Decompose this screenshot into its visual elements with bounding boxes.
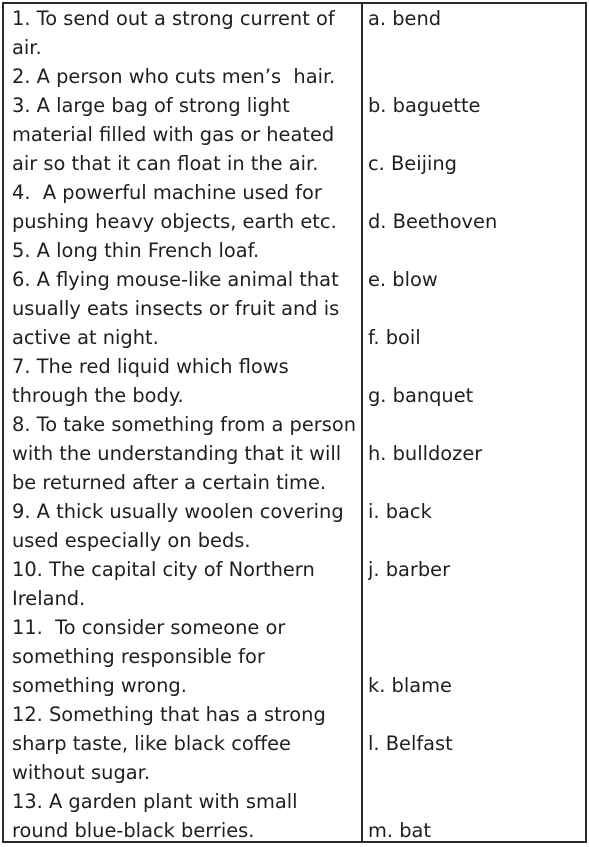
- definition-line: sharp taste, like black coffee: [12, 732, 291, 755]
- answer-option: d. Beethoven: [368, 210, 498, 233]
- answer-option: f. boil: [368, 326, 421, 349]
- definition-line: 11. To consider someone or: [12, 616, 286, 639]
- definition-line: 13. A garden plant with small: [12, 790, 298, 813]
- definition-line: something responsible for: [12, 645, 265, 668]
- definition-line: 2. A person who cuts men’s hair.: [12, 65, 336, 88]
- definition-line: through the body.: [12, 384, 184, 407]
- answer-option: [368, 352, 583, 381]
- answer-option: h. bulldozer: [368, 442, 483, 465]
- definition-line: 8. To take something from a person: [12, 413, 356, 436]
- answer-option: [368, 120, 583, 149]
- answers-column: [368, 4, 583, 845]
- definition-line: used especially on beds.: [12, 529, 251, 552]
- definition-line: 3. A large bag of strong light: [12, 94, 290, 117]
- definition-line: 12. Something that has a strong: [12, 703, 326, 726]
- matching-exercise-table: [2, 2, 587, 843]
- definition-line: 4. A powerful machine used for: [12, 181, 322, 204]
- definition-line: be returned after a certain time.: [12, 471, 327, 494]
- definition-line: usually eats insects or fruit and is: [12, 297, 340, 320]
- answer-option: j. barber: [368, 558, 451, 581]
- answer-option: [368, 62, 583, 91]
- answer-option: c. Beijing: [368, 152, 457, 175]
- answer-option: [368, 787, 583, 816]
- definition-line: something wrong.: [12, 674, 187, 697]
- answer-option: [368, 758, 583, 787]
- definition-line: 6. A flying mouse-like animal that: [12, 268, 339, 291]
- definition-line: 9. A thick usually woolen covering: [12, 500, 344, 523]
- definition-line: 7. The red liquid which flows: [12, 355, 289, 378]
- definition-line: with the understanding that it will: [12, 442, 342, 465]
- answer-option: [368, 178, 583, 207]
- definition-line: pushing heavy objects, earth etc.: [12, 210, 337, 233]
- answer-option: e. blow: [368, 268, 438, 291]
- column-divider: [361, 4, 363, 841]
- definition-line: 5. A long thin French loaf.: [12, 239, 260, 262]
- answer-option: [368, 236, 583, 265]
- definition-line: air so that it can float in the air.: [12, 152, 319, 175]
- answer-option: l. Belfast: [368, 732, 453, 755]
- definition-line: air.: [12, 36, 42, 59]
- answer-option: [368, 526, 583, 555]
- answer-option: [368, 468, 583, 497]
- answer-option: [368, 700, 583, 729]
- answer-option: [368, 410, 583, 439]
- definition-line: without sugar.: [12, 761, 150, 784]
- answer-option: g. banquet: [368, 384, 474, 407]
- answer-option: b. baguette: [368, 94, 481, 117]
- answer-option: [368, 613, 583, 642]
- definition-line: material filled with gas or heated: [12, 123, 335, 146]
- answer-option: i. back: [368, 500, 432, 523]
- definition-line: 1. To send out a strong current of: [12, 7, 335, 30]
- definition-line: 10. The capital city of Northern: [12, 558, 315, 581]
- answer-option: a. bend: [368, 7, 442, 30]
- answer-option: [368, 584, 583, 613]
- definition-line: Ireland.: [12, 587, 86, 610]
- answer-option: [368, 33, 583, 62]
- definition-line: round blue-black berries.: [12, 819, 255, 842]
- answer-option: [368, 294, 583, 323]
- answer-option: m. bat: [368, 819, 432, 842]
- answer-option: [368, 642, 583, 671]
- definition-line: active at night.: [12, 326, 159, 349]
- definitions-column: [12, 4, 357, 845]
- answer-option: k. blame: [368, 674, 452, 697]
